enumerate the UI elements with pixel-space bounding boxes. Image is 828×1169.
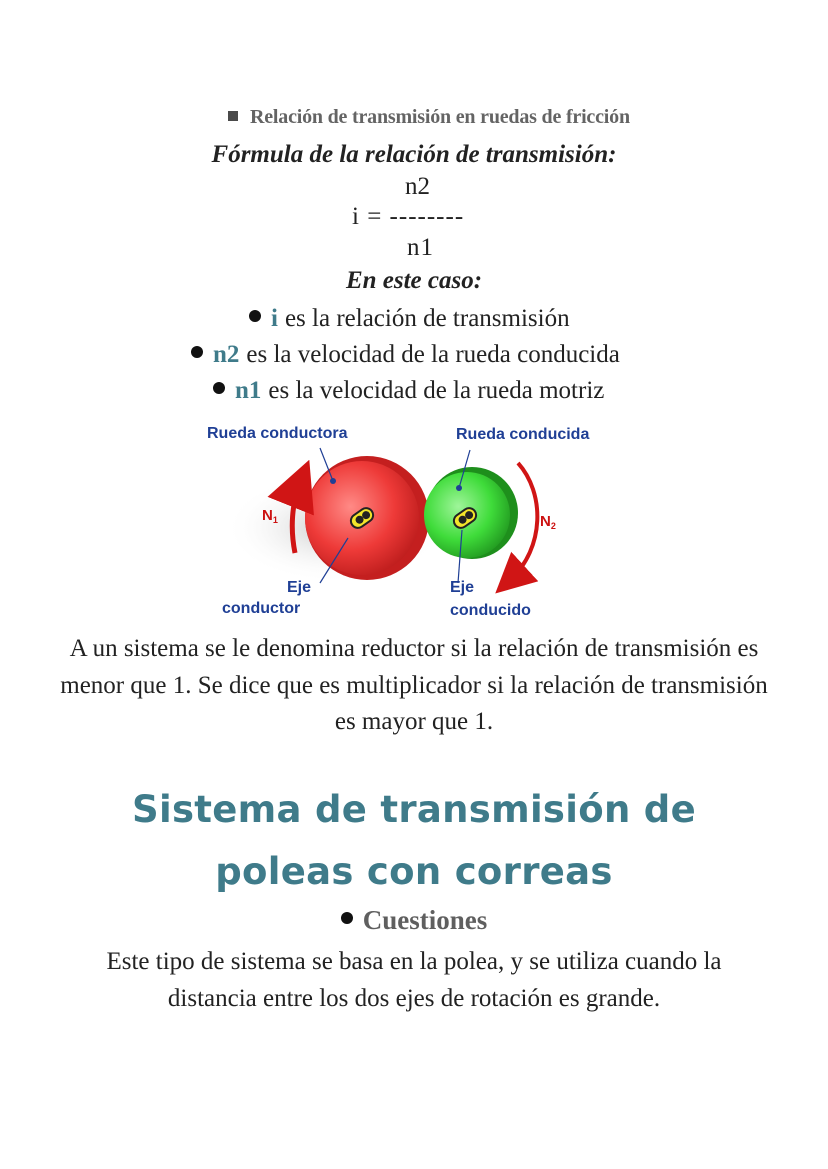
label-axle-driven-1: Eje bbox=[450, 579, 475, 596]
pulley-paragraph: Este tipo de sistema se basa en la polea, y se utiliza cuando la distancia entre los dos ejes de rotación es grande. bbox=[106, 948, 722, 1012]
definition-n1: n1 es la velocidad de la rueda motriz bbox=[213, 377, 604, 405]
definition-i: i es la relación de transmisión bbox=[249, 305, 570, 333]
friction-wheels-diagram bbox=[200, 418, 630, 628]
bullet-icon bbox=[341, 912, 353, 924]
formula-denominator: n1 bbox=[407, 234, 434, 261]
n1-label: $N_1$ bbox=[262, 507, 278, 525]
bullet-icon bbox=[213, 382, 225, 394]
label-axle-driver-1: Eje bbox=[287, 579, 312, 596]
square-bullet-icon bbox=[228, 111, 238, 121]
cuestiones-heading: Cuestiones bbox=[0, 905, 828, 936]
formula-lhs: i = -------- bbox=[352, 203, 465, 230]
pulley-section-title: Sistema de transmisión de poleas con correas bbox=[132, 788, 696, 893]
case-title: En este caso: bbox=[345, 267, 483, 294]
n2-label: $N_2$ bbox=[540, 513, 556, 531]
formula-title: Fórmula de la relación de transmisión: bbox=[211, 141, 617, 168]
label-axle-driven-2: conducido bbox=[450, 602, 531, 619]
section-heading: Relación de transmisión en ruedas de fricción bbox=[228, 106, 630, 129]
bullet-icon bbox=[191, 346, 203, 358]
definition-n2: n2 es la velocidad de la rueda conducida bbox=[191, 341, 620, 369]
reducer-multiplier-paragraph: A un sistema se le denomina reductor si la relación de transmisión es menor que 1. Se dice que es multiplicador si la relación de transmisión es mayor que 1. bbox=[60, 635, 768, 735]
label-axle-driver-2: conductor bbox=[222, 600, 301, 617]
label-driver-wheel: Rueda conductora bbox=[207, 425, 348, 442]
formula-numerator: n2 bbox=[405, 173, 430, 200]
label-driven-wheel: Rueda conducida bbox=[456, 426, 590, 443]
bullet-icon bbox=[249, 310, 261, 322]
